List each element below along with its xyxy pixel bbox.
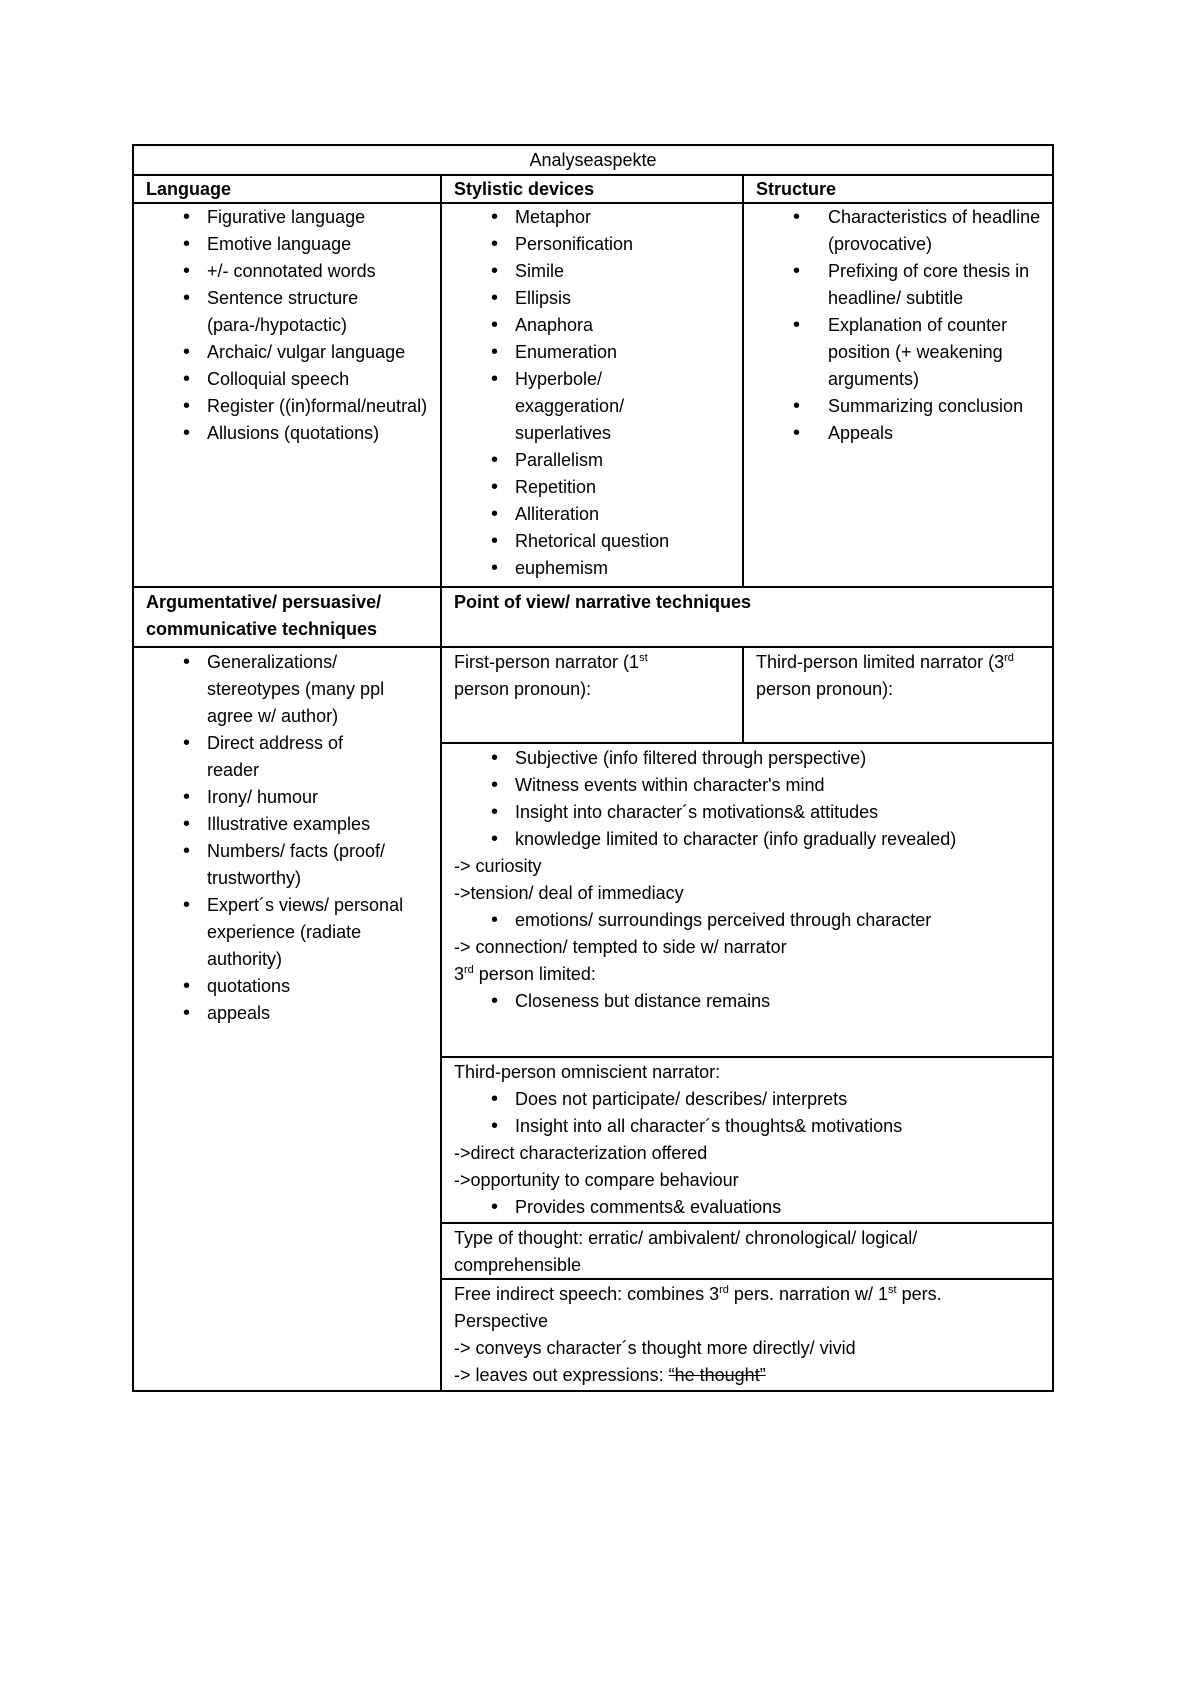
list-item: • quotations xyxy=(134,973,440,1000)
rule-pov-3 xyxy=(440,1222,1054,1224)
list-item: • Simile xyxy=(442,258,742,285)
first-person-sup: st xyxy=(639,652,648,664)
list-item: • Insight into all character´s thoughts& motivations xyxy=(442,1113,1052,1140)
emotions-list xyxy=(442,907,1052,934)
list-item: • Prefixing of core thesis in headline/ subtitle xyxy=(744,258,1052,312)
list-item: • Characteristics of headline (provocative) xyxy=(744,204,1052,258)
list-item: • Explanation of counter position (+ weakening arguments) xyxy=(744,312,1052,393)
table-title: Analyseaspekte xyxy=(529,150,657,170)
subjective-list xyxy=(442,745,1052,853)
list-item: • Appeals xyxy=(744,420,1052,447)
closeness-list xyxy=(442,988,1052,1015)
list-item: • Generalizations/ stereotypes (many ppl agree w/ author) xyxy=(134,649,440,730)
argumentative-cell xyxy=(134,649,440,1027)
header-structure: Structure xyxy=(756,179,837,199)
free-indirect-line2: Perspective xyxy=(454,1311,549,1331)
free-indirect-line4 xyxy=(442,1362,1052,1389)
list-item: • knowledge limited to character (info gradually revealed) xyxy=(442,826,1052,853)
list-item: • Direct address of reader xyxy=(134,730,440,784)
list-item: • Expert´s views/ personal experience (radiate authority) xyxy=(134,892,440,973)
third-person-limited-narrator xyxy=(744,649,1052,703)
language-cell xyxy=(134,204,440,447)
list-item: • Summarizing conclusion xyxy=(744,393,1052,420)
structure-list xyxy=(744,204,1052,447)
free-indirect-text-b: pers. narration w/ 1 xyxy=(728,1284,888,1304)
list-item: • Does not participate/ describes/ interprets xyxy=(442,1086,1052,1113)
list-item: • Archaic/ vulgar language xyxy=(134,339,440,366)
free-indirect-leaves-out: -> leaves out expressions: xyxy=(454,1365,669,1385)
free-indirect-sup-a: rd xyxy=(719,1284,729,1296)
list-item: • Parallelism xyxy=(442,447,742,474)
list-item: • Rhetorical question xyxy=(442,528,742,555)
first-person-label: First-person narrator (1 xyxy=(454,652,640,672)
list-item: • Sentence structure (para-/hypotactic) xyxy=(134,285,440,339)
list-item: • Figurative language xyxy=(134,204,440,231)
first-person-narrator xyxy=(442,649,742,703)
header-stylistic: Stylistic devices xyxy=(454,179,595,199)
list-item: • +/- connotated words xyxy=(134,258,440,285)
rule-pov-1 xyxy=(440,742,1054,744)
omniscient-title: Third-person omniscient narrator: xyxy=(454,1062,721,1082)
header-pov: Point of view/ narrative techniques xyxy=(454,592,752,612)
list-item: • Repetition xyxy=(442,474,742,501)
third-limited-sup: rd xyxy=(1004,652,1014,664)
thought-type: Type of thought: erratic/ ambivalent/ chronological/ logical/ comprehensible xyxy=(454,1228,918,1275)
list-item: • Colloquial speech xyxy=(134,366,440,393)
rule-section2 xyxy=(132,586,1054,588)
list-item: • euphemism xyxy=(442,555,742,582)
omniscient-list xyxy=(442,1086,1052,1140)
third-limited-number: 3 xyxy=(454,964,465,984)
struck-expression: “he thought” xyxy=(668,1365,766,1385)
list-item: • Allusions (quotations) xyxy=(134,420,440,447)
free-indirect-line3: -> conveys character´s thought more directly/ vivid xyxy=(454,1338,856,1358)
list-item: • Irony/ humour xyxy=(134,784,440,811)
direct-characterization-line: ->direct characterization offered xyxy=(454,1143,708,1163)
free-indirect-text-a: Free indirect speech: combines 3 xyxy=(454,1284,720,1304)
list-item: • Emotive language xyxy=(134,231,440,258)
free-indirect-line1 xyxy=(442,1281,1052,1308)
argumentative-list xyxy=(134,649,440,1027)
list-item: • Provides comments& evaluations xyxy=(442,1194,1052,1221)
rule-section3 xyxy=(132,646,1054,648)
list-item: • Witness events within character's mind xyxy=(442,772,1052,799)
list-item: • Closeness but distance remains xyxy=(442,988,1052,1015)
curiosity-line: -> curiosity xyxy=(454,856,542,876)
third-limited-line xyxy=(442,961,1052,988)
rule-pov-2 xyxy=(440,1056,1054,1058)
list-item: • Insight into character´s motivations& attitudes xyxy=(442,799,1052,826)
omniscient-cell xyxy=(442,1059,1052,1221)
header-argumentative: Argumentative/ persuasive/ communicative techniques xyxy=(146,592,382,639)
structure-cell xyxy=(744,204,1052,447)
list-item: • Hyperbole/ exaggeration/ superlatives xyxy=(442,366,742,447)
third-limited-label: Third-person limited narrator (3 xyxy=(756,652,1005,672)
third-limited-text: person limited: xyxy=(473,964,596,984)
third-limited-number-sup: rd xyxy=(464,964,474,976)
list-item: • Anaphora xyxy=(442,312,742,339)
connection-line: -> connection/ tempted to side w/ narrator xyxy=(454,937,787,957)
list-item: • Alliteration xyxy=(442,501,742,528)
free-indirect-cell xyxy=(442,1281,1052,1389)
list-item: • Ellipsis xyxy=(442,285,742,312)
free-indirect-sup-b: st xyxy=(888,1284,897,1296)
list-item: • Personification xyxy=(442,231,742,258)
first-person-label-end: person pronoun): xyxy=(454,679,592,699)
list-item: • emotions/ surroundings perceived through character xyxy=(442,907,1052,934)
list-item: • Subjective (info filtered through perspective) xyxy=(442,745,1052,772)
list-item: • appeals xyxy=(134,1000,440,1027)
list-item: • Enumeration xyxy=(442,339,742,366)
comments-list xyxy=(442,1194,1052,1221)
list-item: • Numbers/ facts (proof/ trustworthy) xyxy=(134,838,440,892)
tension-line: ->tension/ deal of immediacy xyxy=(454,883,684,903)
stylistic-cell xyxy=(442,204,742,582)
header-language: Language xyxy=(146,179,232,199)
free-indirect-text-c: pers. xyxy=(896,1284,942,1304)
opportunity-line: ->opportunity to compare behaviour xyxy=(454,1170,739,1190)
list-item: • Register ((in)formal/neutral) xyxy=(134,393,440,420)
subjective-cell xyxy=(442,745,1052,1015)
list-item: • Illustrative examples xyxy=(134,811,440,838)
third-limited-label-end: person pronoun): xyxy=(756,679,894,699)
language-list xyxy=(134,204,440,447)
list-item: • Metaphor xyxy=(442,204,742,231)
stylistic-list xyxy=(442,204,742,582)
